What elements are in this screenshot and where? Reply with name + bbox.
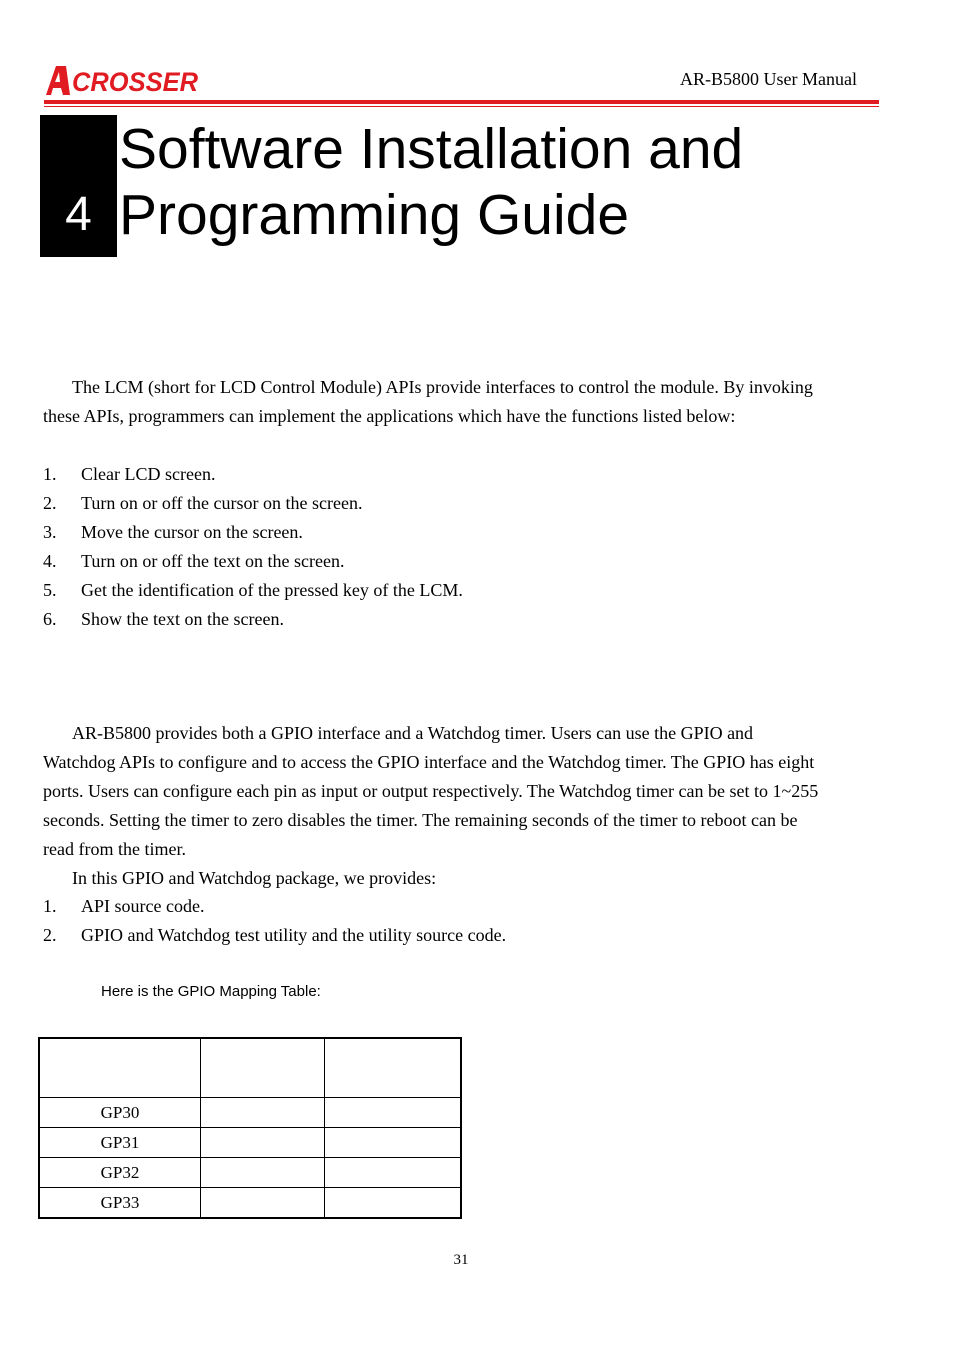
document-title: AR-B5800 User Manual <box>680 69 857 89</box>
table-row: GP30 <box>39 1098 461 1128</box>
lcm-intro-line1: The LCM (short for LCD Control Module) APIs provide interfaces to control the module. By invoking <box>72 377 813 397</box>
list-item: 2. Turn on or off the cursor on the screen. <box>43 493 363 513</box>
chapter-number: 4 <box>65 188 92 241</box>
page-number: 31 <box>453 1252 469 1268</box>
chapter-title-line1: Software Installation and <box>119 117 744 181</box>
lcm-intro-line2: these APIs, programmers can implement the applications which have the functions listed below: <box>43 406 736 426</box>
acrosser-logo <box>44 64 200 96</box>
gpio-intro-line2: Watchdog APIs to configure and to access the GPIO interface and the Watchdog timer. The GPIO has eight <box>43 752 815 772</box>
list-item: 4. Turn on or off the text on the screen. <box>43 551 345 571</box>
gpio-package-list <box>43 892 878 950</box>
list-item: 3. Move the cursor on the screen. <box>43 522 303 542</box>
gpio-intro-line3: ports. Users can configure each pin as input or output respectively. The Watchdog timer can be set to 1~255 <box>43 781 819 801</box>
header-rule-thin <box>44 106 879 107</box>
gpio-intro-line4: seconds. Setting the timer to zero disables the timer. The remaining seconds of the timer to reboot can be <box>43 810 798 830</box>
list-item: 6. Show the text on the screen. <box>43 609 284 629</box>
svg-text:CROSSER: CROSSER <box>72 67 199 96</box>
list-item: 1. Clear LCD screen. <box>43 464 216 484</box>
list-item: 2. GPIO and Watchdog test utility and the utility source code. <box>43 925 507 945</box>
gpio-mapping-table <box>38 1037 462 1219</box>
gpio-intro-line1: AR-B5800 provides both a GPIO interface and a Watchdog timer. Users can use the GPIO and <box>72 723 754 743</box>
lcm-intro-paragraph <box>43 373 878 431</box>
table-row: GP32 <box>39 1158 461 1188</box>
gpio-intro-line5: read from the timer. <box>43 839 186 859</box>
chapter-title <box>119 116 743 248</box>
table-header-row <box>39 1038 461 1098</box>
table-row: GP33 <box>39 1188 461 1219</box>
gpio-intro-paragraph <box>43 719 878 893</box>
header-rule <box>44 100 879 104</box>
lcm-function-list <box>43 460 878 634</box>
list-item: 1. API source code. <box>43 896 205 916</box>
chapter-title-line2: Programming Guide <box>119 183 630 247</box>
gpio-package-paragraph: In this GPIO and Watchdog package, we provides: <box>72 868 437 888</box>
table-row: GP31 <box>39 1128 461 1158</box>
gpio-table-intro: Here is the GPIO Mapping Table: <box>101 983 321 1000</box>
list-item: 5. Get the identification of the pressed key of the LCM. <box>43 580 463 600</box>
